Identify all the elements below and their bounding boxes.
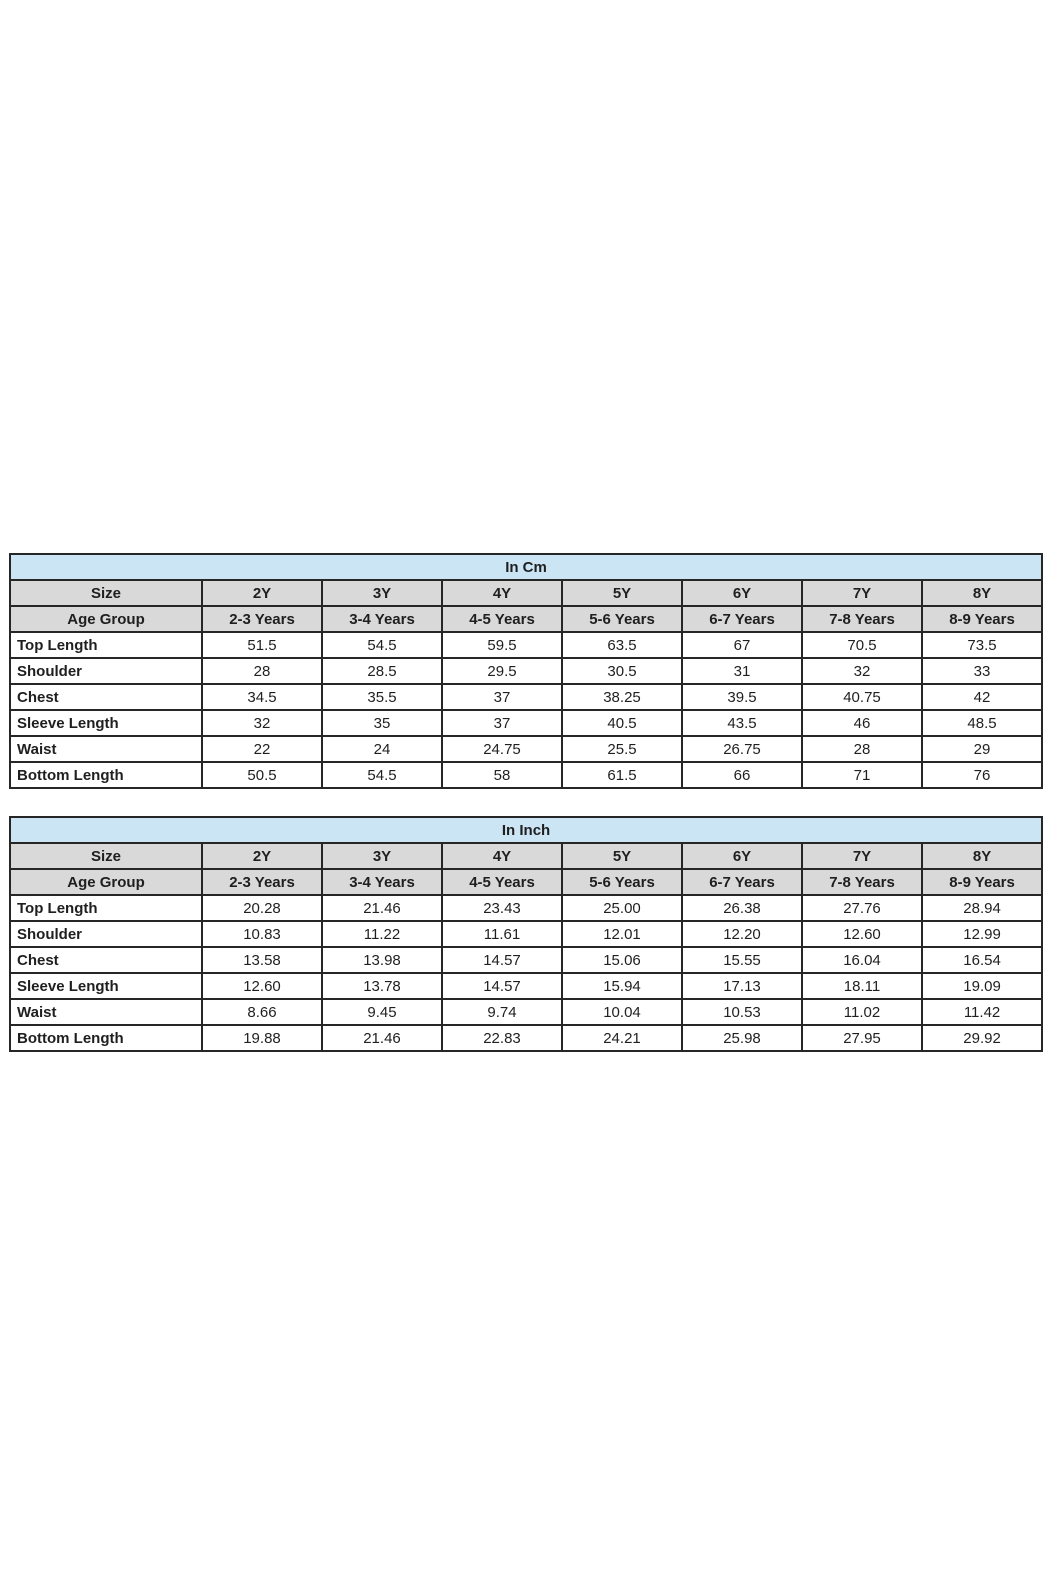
measurement-value: 28.94 xyxy=(922,895,1042,921)
measurement-label: Waist xyxy=(10,999,202,1025)
size-header-row xyxy=(10,843,1042,869)
size-column-header: 4Y xyxy=(442,843,562,869)
measurement-value: 35.5 xyxy=(322,684,442,710)
size-chart xyxy=(9,553,1041,1052)
measurement-value: 19.09 xyxy=(922,973,1042,999)
measurement-value: 16.04 xyxy=(802,947,922,973)
measurement-row xyxy=(10,632,1042,658)
measurement-value: 28 xyxy=(802,736,922,762)
measurement-value: 11.42 xyxy=(922,999,1042,1025)
measurement-value: 12.01 xyxy=(562,921,682,947)
size-table-cm xyxy=(9,553,1043,789)
measurement-value: 32 xyxy=(802,658,922,684)
measurement-value: 12.60 xyxy=(802,921,922,947)
table-title-row xyxy=(10,817,1042,843)
measurement-value: 12.60 xyxy=(202,973,322,999)
measurement-row xyxy=(10,658,1042,684)
size-row-label: Size xyxy=(10,580,202,606)
size-column-header: 5Y xyxy=(562,843,682,869)
measurement-label: Shoulder xyxy=(10,658,202,684)
measurement-value: 26.75 xyxy=(682,736,802,762)
measurement-value: 22.83 xyxy=(442,1025,562,1051)
measurement-value: 9.74 xyxy=(442,999,562,1025)
measurement-row xyxy=(10,947,1042,973)
measurement-value: 25.00 xyxy=(562,895,682,921)
size-column-header: 3Y xyxy=(322,580,442,606)
measurement-value: 43.5 xyxy=(682,710,802,736)
measurement-value: 21.46 xyxy=(322,895,442,921)
measurement-value: 15.94 xyxy=(562,973,682,999)
age-group-column-header: 6-7 Years xyxy=(682,869,802,895)
measurement-value: 73.5 xyxy=(922,632,1042,658)
measurement-value: 14.57 xyxy=(442,947,562,973)
measurement-value: 61.5 xyxy=(562,762,682,788)
measurement-label: Sleeve Length xyxy=(10,710,202,736)
measurement-value: 29.5 xyxy=(442,658,562,684)
age-group-column-header: 3-4 Years xyxy=(322,606,442,632)
size-column-header: 2Y xyxy=(202,843,322,869)
measurement-label: Bottom Length xyxy=(10,1025,202,1051)
size-column-header: 8Y xyxy=(922,843,1042,869)
measurement-row xyxy=(10,710,1042,736)
measurement-row xyxy=(10,999,1042,1025)
measurement-value: 21.46 xyxy=(322,1025,442,1051)
age-group-row-label: Age Group xyxy=(10,869,202,895)
measurement-value: 24.75 xyxy=(442,736,562,762)
size-column-header: 7Y xyxy=(802,580,922,606)
measurement-value: 27.76 xyxy=(802,895,922,921)
age-group-column-header: 8-9 Years xyxy=(922,606,1042,632)
size-column-header: 4Y xyxy=(442,580,562,606)
measurement-value: 12.20 xyxy=(682,921,802,947)
measurement-value: 54.5 xyxy=(322,762,442,788)
measurement-value: 67 xyxy=(682,632,802,658)
age-group-header-row xyxy=(10,869,1042,895)
measurement-value: 25.5 xyxy=(562,736,682,762)
measurement-value: 29.92 xyxy=(922,1025,1042,1051)
measurement-value: 10.53 xyxy=(682,999,802,1025)
measurement-label: Top Length xyxy=(10,895,202,921)
measurement-value: 11.02 xyxy=(802,999,922,1025)
measurement-value: 46 xyxy=(802,710,922,736)
measurement-value: 29 xyxy=(922,736,1042,762)
measurement-value: 19.88 xyxy=(202,1025,322,1051)
size-column-header: 8Y xyxy=(922,580,1042,606)
measurement-value: 14.57 xyxy=(442,973,562,999)
size-column-header: 5Y xyxy=(562,580,682,606)
measurement-value: 11.61 xyxy=(442,921,562,947)
measurement-value: 37 xyxy=(442,684,562,710)
age-group-column-header: 7-8 Years xyxy=(802,606,922,632)
measurement-value: 42 xyxy=(922,684,1042,710)
size-header-row xyxy=(10,580,1042,606)
size-column-header: 7Y xyxy=(802,843,922,869)
age-group-header-row xyxy=(10,606,1042,632)
measurement-row xyxy=(10,1025,1042,1051)
measurement-value: 9.45 xyxy=(322,999,442,1025)
measurement-row xyxy=(10,895,1042,921)
measurement-row xyxy=(10,973,1042,999)
measurement-value: 58 xyxy=(442,762,562,788)
measurement-value: 17.13 xyxy=(682,973,802,999)
measurement-row xyxy=(10,684,1042,710)
measurement-value: 63.5 xyxy=(562,632,682,658)
measurement-value: 18.11 xyxy=(802,973,922,999)
measurement-value: 28 xyxy=(202,658,322,684)
measurement-value: 26.38 xyxy=(682,895,802,921)
age-group-column-header: 5-6 Years xyxy=(562,606,682,632)
age-group-column-header: 8-9 Years xyxy=(922,869,1042,895)
measurement-value: 10.04 xyxy=(562,999,682,1025)
measurement-value: 15.06 xyxy=(562,947,682,973)
age-group-column-header: 5-6 Years xyxy=(562,869,682,895)
size-column-header: 2Y xyxy=(202,580,322,606)
measurement-label: Top Length xyxy=(10,632,202,658)
age-group-column-header: 7-8 Years xyxy=(802,869,922,895)
size-column-header: 6Y xyxy=(682,843,802,869)
age-group-column-header: 4-5 Years xyxy=(442,606,562,632)
measurement-label: Chest xyxy=(10,947,202,973)
measurement-value: 10.83 xyxy=(202,921,322,947)
measurement-value: 35 xyxy=(322,710,442,736)
measurement-row xyxy=(10,762,1042,788)
measurement-value: 50.5 xyxy=(202,762,322,788)
measurement-value: 54.5 xyxy=(322,632,442,658)
age-group-column-header: 2-3 Years xyxy=(202,869,322,895)
table-title: In Inch xyxy=(10,817,1042,843)
measurement-value: 59.5 xyxy=(442,632,562,658)
measurement-value: 39.5 xyxy=(682,684,802,710)
measurement-value: 23.43 xyxy=(442,895,562,921)
measurement-value: 15.55 xyxy=(682,947,802,973)
measurement-value: 32 xyxy=(202,710,322,736)
measurement-value: 51.5 xyxy=(202,632,322,658)
measurement-value: 76 xyxy=(922,762,1042,788)
measurement-value: 24.21 xyxy=(562,1025,682,1051)
age-group-column-header: 6-7 Years xyxy=(682,606,802,632)
measurement-value: 38.25 xyxy=(562,684,682,710)
measurement-label: Chest xyxy=(10,684,202,710)
age-group-column-header: 3-4 Years xyxy=(322,869,442,895)
measurement-value: 40.5 xyxy=(562,710,682,736)
measurement-value: 13.78 xyxy=(322,973,442,999)
measurement-value: 31 xyxy=(682,658,802,684)
age-group-column-header: 4-5 Years xyxy=(442,869,562,895)
measurement-label: Waist xyxy=(10,736,202,762)
measurement-value: 20.28 xyxy=(202,895,322,921)
measurement-label: Sleeve Length xyxy=(10,973,202,999)
measurement-row xyxy=(10,921,1042,947)
table-title-row xyxy=(10,554,1042,580)
size-column-header: 6Y xyxy=(682,580,802,606)
size-row-label: Size xyxy=(10,843,202,869)
measurement-value: 70.5 xyxy=(802,632,922,658)
measurement-row xyxy=(10,736,1042,762)
measurement-value: 24 xyxy=(322,736,442,762)
size-column-header: 3Y xyxy=(322,843,442,869)
measurement-label: Bottom Length xyxy=(10,762,202,788)
measurement-value: 34.5 xyxy=(202,684,322,710)
measurement-value: 25.98 xyxy=(682,1025,802,1051)
measurement-value: 11.22 xyxy=(322,921,442,947)
measurement-value: 8.66 xyxy=(202,999,322,1025)
measurement-value: 16.54 xyxy=(922,947,1042,973)
measurement-value: 13.98 xyxy=(322,947,442,973)
measurement-value: 27.95 xyxy=(802,1025,922,1051)
measurement-value: 71 xyxy=(802,762,922,788)
age-group-row-label: Age Group xyxy=(10,606,202,632)
measurement-value: 30.5 xyxy=(562,658,682,684)
measurement-value: 66 xyxy=(682,762,802,788)
measurement-value: 40.75 xyxy=(802,684,922,710)
age-group-column-header: 2-3 Years xyxy=(202,606,322,632)
measurement-value: 37 xyxy=(442,710,562,736)
size-table-inch xyxy=(9,816,1043,1052)
measurement-value: 28.5 xyxy=(322,658,442,684)
measurement-value: 33 xyxy=(922,658,1042,684)
measurement-value: 22 xyxy=(202,736,322,762)
measurement-value: 13.58 xyxy=(202,947,322,973)
measurement-value: 48.5 xyxy=(922,710,1042,736)
measurement-value: 12.99 xyxy=(922,921,1042,947)
table-title: In Cm xyxy=(10,554,1042,580)
measurement-label: Shoulder xyxy=(10,921,202,947)
